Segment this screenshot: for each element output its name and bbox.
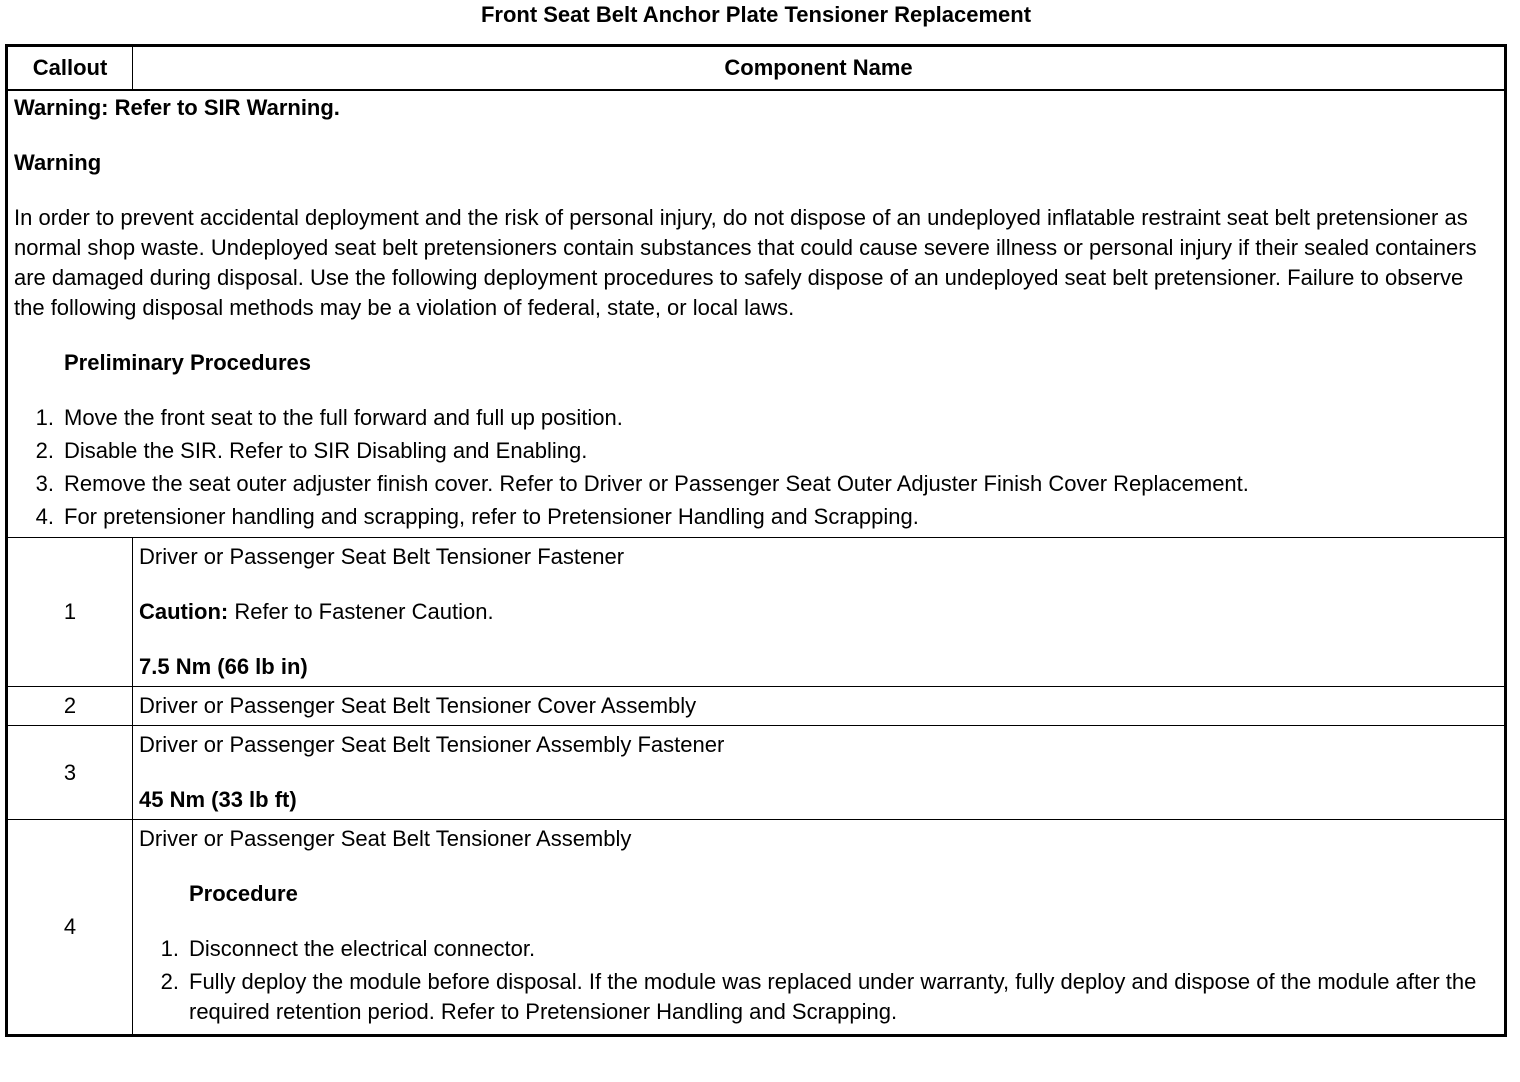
caution-label: Caution: (139, 599, 229, 624)
warning-heading: Warning (14, 150, 102, 175)
callout-cell: 1 (7, 538, 133, 687)
warning-body: In order to prevent accidental deployment and the risk of personal injury, do not dispose of an undeployed inflatable restraint seat belt pretensioner as normal shop waste. Undeployed seat belt pretensioners contain substances that could cause severe illness or personal injury if their sealed containers are damaged during disposal. Use the following deployment procedures to safely dispose of an undeployed seat belt pretensioner. Failure to observe the following disposal methods may be a violation of federal, state, or local laws. (14, 205, 1477, 320)
component-name: Driver or Passenger Seat Belt Tensioner Assembly (139, 826, 632, 851)
caution-text: Refer to Fastener Caution. (228, 599, 494, 624)
list-item: 2. Disable the SIR. Refer to SIR Disabling and Enabling. (35, 438, 588, 463)
warning-row (7, 90, 1506, 538)
page-title: Front Seat Belt Anchor Plate Tensioner Replacement (480, 2, 1032, 27)
preliminary-steps-list (14, 403, 1499, 532)
component-table (5, 44, 1507, 1037)
component-name: Driver or Passenger Seat Belt Tensioner Assembly Fastener (139, 732, 725, 757)
list-item: 1. Move the front seat to the full forward and full up position. (35, 405, 623, 430)
caution-note (139, 597, 1498, 627)
preliminary-procedures-heading: Preliminary Procedures (64, 350, 312, 375)
callout-header: Callout (7, 46, 133, 91)
component-name: Driver or Passenger Seat Belt Tensioner Fastener (139, 544, 625, 569)
list-item: 1. Disconnect the electrical connector. (160, 936, 536, 961)
callout-cell: 4 (7, 820, 133, 1036)
list-item: 4. For pretensioner handling and scrapping, refer to Pretensioner Handling and Scrapping. (35, 504, 919, 529)
callout-cell: 3 (7, 726, 133, 820)
procedure-steps-list (139, 934, 1498, 1027)
component-cell (133, 687, 1506, 726)
list-item: 3. Remove the seat outer adjuster finish cover. Refer to Driver or Passenger Seat Outer Adjuster Finish Cover Replacement. (35, 471, 1249, 496)
callout-cell: 2 (7, 687, 133, 726)
sir-warning-ref: Warning: Refer to SIR Warning. (14, 95, 340, 120)
torque-spec: 45 Nm (33 lb ft) (139, 787, 297, 812)
component-cell (133, 538, 1506, 687)
component-name: Driver or Passenger Seat Belt Tensioner Cover Assembly (139, 693, 697, 718)
torque-spec: 7.5 Nm (66 lb in) (139, 654, 308, 679)
warning-cell (7, 90, 1506, 538)
table-row (7, 820, 1506, 1036)
table-row (7, 538, 1506, 687)
table-row (7, 687, 1506, 726)
component-cell (133, 820, 1506, 1036)
component-cell (133, 726, 1506, 820)
list-item: 2. Fully deploy the module before disposal. If the module was replaced under warranty, fully deploy and dispose of the module after the required retention period. Refer to Pretensioner Handling and Scrapping. (160, 969, 1477, 1024)
table-header-row (7, 46, 1506, 91)
table-row (7, 726, 1506, 820)
procedure-heading: Procedure (189, 881, 298, 906)
component-name-header: Component Name (133, 46, 1506, 91)
